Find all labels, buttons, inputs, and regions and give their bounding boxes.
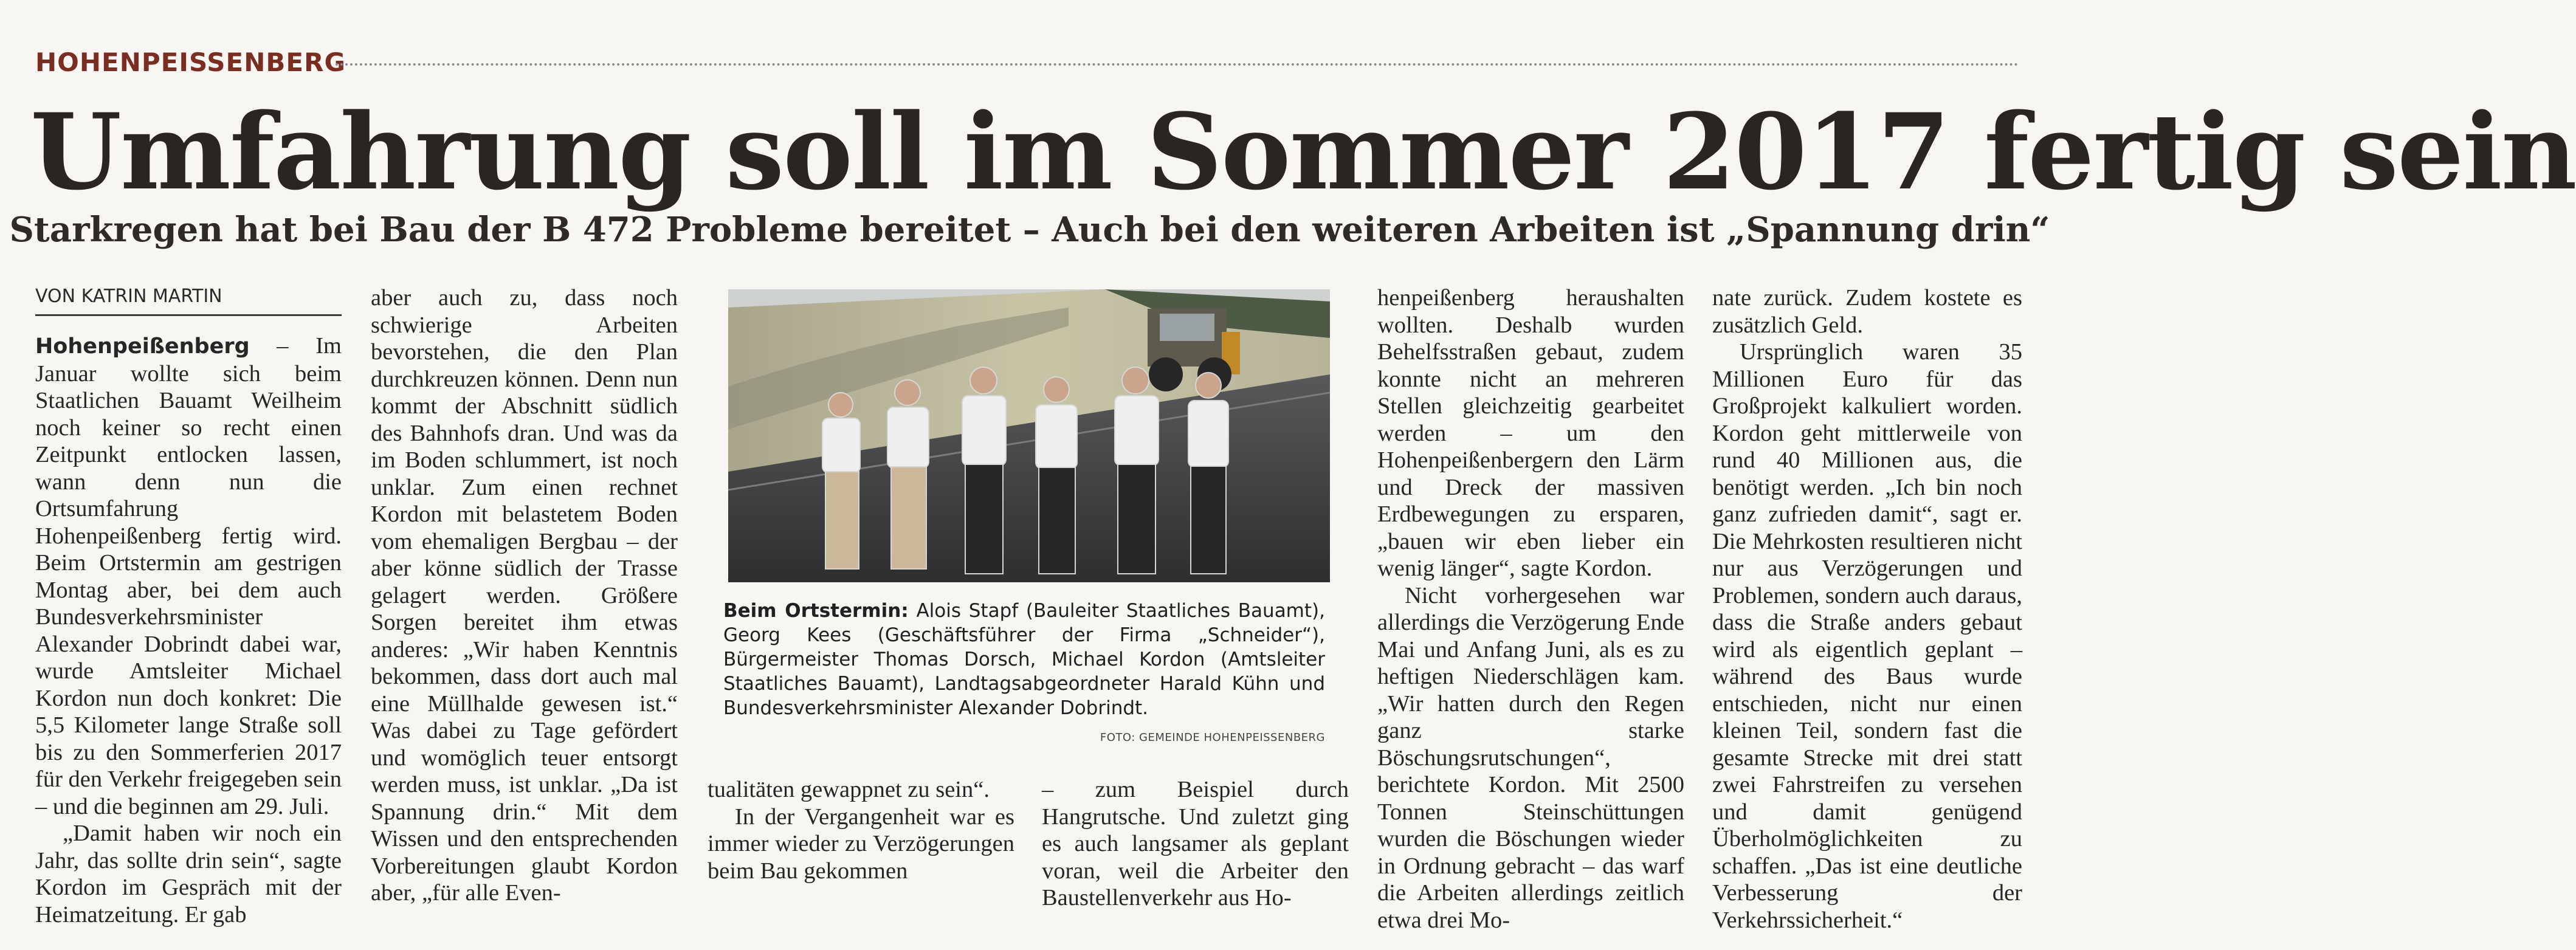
paragraph-text: – Im Januar wollte sich beim Staatlichen Bauamt Weilheim noch keiner so recht einen Zeitpunkt entlocken lassen, wann denn nun die Ortsumfahrung Hohenpeißenberg fertig wird. Beim Ortstermin am gestrigen Montag aber, bei dem auch Bundesverkehrsminister Alexander Dobrindt dabei war, wurde Amtsleiter Michael Kordon nun doch konkret: Die 5,5 Kilometer lange Straße soll bis zu den Sommerferien 2017 für den Verkehr freigegeben sein – und die beginnen am 29. Juli. xyxy=(35,333,342,819)
paragraph: aber auch zu, dass noch schwierige Arbeiten bevorstehen, die den Plan durchkreuzen können. Denn nun kommt der Abschnitt südlich des Bahnhofs dran. Und was da im Boden schlummert, ist noch unklar. Zum einen rechnet Kordon mit belastetem Boden vom ehemaligen Bergbau – der aber könne südlich der Trasse gelagert werden. Größere Sorgen bereitet ihm etwas anderes: „Wir haben Kenntnis bekommen, dass dort auch mal eine Müllhalde gewesen ist.“ Was dabei zu Tage gefördert und womöglich teuer entsorgt werden muss, ist unklar. „Da ist Spannung drin.“ Mit dem Wissen und den entsprechenden Vorbereitungen glaubt Kordon aber, „für alle Even- xyxy=(371,285,678,906)
paragraph: „Damit haben wir noch ein Jahr, das sollte drin sein“, sagte Kordon im Gespräch mit der Heimatzeitung. Er gab xyxy=(35,821,342,928)
caption-lead: Beim Ortstermin: xyxy=(723,600,909,622)
subheadline: Starkregen hat bei Bau der B 472 Probleme bereitet – Auch bei den weiteren Arbeiten ist „Spannung drin“ xyxy=(9,210,2050,250)
paragraph: nate zurück. Zudem kostete es zusätzlich Geld. xyxy=(1712,285,2022,338)
photo-illustration xyxy=(728,289,1330,582)
byline: VON KATRIN MARTIN xyxy=(35,286,342,316)
paragraph: – zum Beispiel durch Hangrutsche. Und zuletzt ging es auch langsamer als geplant voran, weil die Arbeiter den Baustellenverkehr aus Ho- xyxy=(1042,777,1349,910)
photo-credit: FOTO: GEMEINDE HOHENPEISSENBERG xyxy=(1100,731,1325,744)
article-photo xyxy=(728,289,1330,582)
dateline: Hohenpeißenberg xyxy=(35,334,250,359)
paragraph: henpeißenberg heraushalten wollten. Deshalb wurden Behelfsstraßen gebaut, zudem konnte nicht an mehreren Stellen gleichzeitig gearbeitet werden – um den Hohenpeißenbergern den Lärm und Dreck der massiven Erdbewegungen zu ersparen, „bauen wir eben lieber ein wenig länger“, sagte Kordon. xyxy=(1377,285,1684,581)
paragraph xyxy=(35,332,342,820)
paragraph: Nicht vorhergesehen war allerdings die Verzögerung Ende Mai und Anfang Juni, als es zu heftigen Niederschlägen kam. „Wir hatten durch den Regen ganz starke Böschungsrutschungen“, berichtete Kordon. Mit 2500 Tonnen Steinschüttungen wurden die Böschungen wieder in Ordnung gebracht – das warf die Arbeiten allerdings zeitlich etwa drei Mo- xyxy=(1377,582,1684,933)
article-column-6 xyxy=(1712,284,2022,934)
article-column-2 xyxy=(371,284,678,907)
paragraph: Ursprünglich waren 35 Millionen Euro für das Großprojekt kalkuliert worden. Kordon geht mittlerweile von rund 40 Millionen aus, die benötigt werden. „Ich bin noch ganz zufrieden damit“, sagt er. Die Mehrkosten resultieren nicht nur aus Verzögerungen und Problemen, sondern auch daraus, dass die Straße anders gebaut wird als eigentlich geplant – während des Baus wurde entschieden, nicht nur einen kleinen Teil, sondern fast die gesamte Strecke mit drei statt zwei Fahrstreifen zu versehen und damit genügend Überholmöglichkeiten zu schaffen. „Das ist eine deutliche Verbesserung der Verkehrssicherheit.“ xyxy=(1712,339,2022,933)
paragraph: tualitäten gewappnet zu sein“. xyxy=(708,777,990,802)
headline: Umfahrung soll im Sommer 2017 fertig sein xyxy=(30,90,2576,213)
article-column-4 xyxy=(1042,776,1349,912)
paragraph: In der Vergangenheit war es immer wieder zu Verzögerungen beim Bau gekommen xyxy=(708,804,1014,884)
article-column-3 xyxy=(708,776,1014,884)
article-column-1 xyxy=(35,332,342,928)
dotted-rule xyxy=(336,63,2019,66)
section-label: HOHENPEISSENBERG xyxy=(35,47,346,77)
photo-caption xyxy=(723,599,1325,720)
caption-text: Alois Stapf (Bauleiter Staatliches Bauamt), Georg Kees (Geschäftsführer der Firma „Schneider“), Bürgermeister Thomas Dorsch, Michael Kordon (Amtsleiter Staatliches Bauamt), Landtagsabgeordneter Harald Kühn und Bundesverkehrsminister Alexander Dobrindt. xyxy=(723,600,1325,719)
article-column-5 xyxy=(1377,284,1684,934)
